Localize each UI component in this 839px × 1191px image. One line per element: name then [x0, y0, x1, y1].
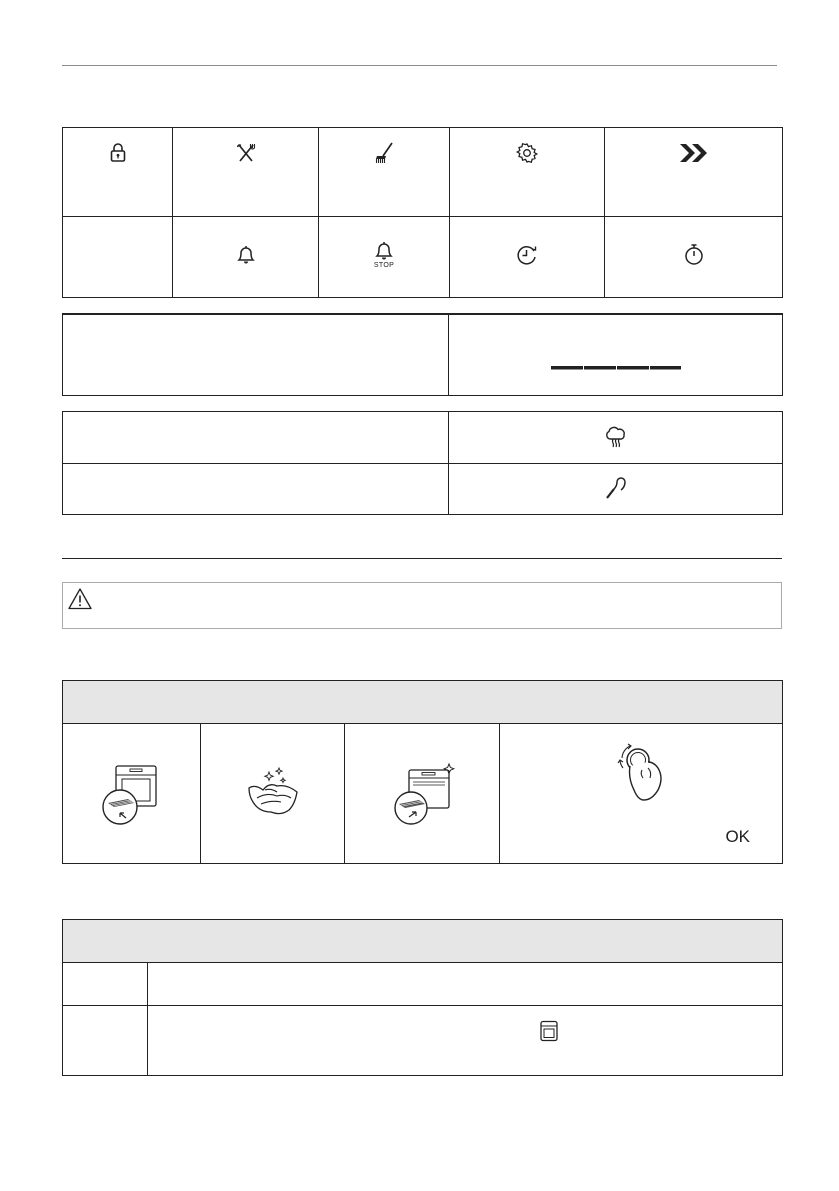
cell-fast — [605, 128, 783, 217]
warning-triangle-icon — [67, 587, 93, 611]
bell-icon — [236, 243, 256, 267]
probe-cell — [449, 464, 783, 515]
cleaning-steps-header — [63, 681, 783, 724]
steam-description-cell — [63, 412, 449, 464]
oven-remove-accessories-icon — [100, 762, 164, 826]
cell-bell — [173, 217, 319, 298]
cell-empty — [63, 217, 173, 298]
stop-label: STOP — [373, 262, 395, 269]
double-chevron-icon — [678, 143, 710, 163]
info-row2-col1 — [63, 1006, 148, 1076]
info-row1-col1 — [63, 963, 148, 1006]
cleaning-steps-table — [62, 680, 783, 864]
step-insert-accessories — [345, 724, 500, 864]
section-rule — [62, 558, 782, 559]
oven-light-icon — [539, 1020, 559, 1042]
step-turn-knob — [500, 724, 783, 864]
segment-bar-icon — [551, 365, 681, 371]
step-wipe — [201, 724, 345, 864]
info-row2-col2 — [148, 1006, 783, 1076]
cell-settings — [450, 128, 605, 217]
info-table — [62, 919, 783, 1076]
ok-label: OK — [725, 827, 750, 846]
display-description-cell — [63, 314, 449, 395]
info-row1-col2 — [148, 963, 783, 1006]
probe-description-cell — [63, 464, 449, 515]
cutlery-icon — [235, 142, 257, 164]
feature-table — [62, 411, 783, 515]
warning-box — [62, 582, 782, 629]
cell-start-time — [450, 217, 605, 298]
bell-stop-icon — [374, 239, 394, 261]
cell-bell-stop — [319, 217, 450, 298]
clock-start-icon — [515, 243, 539, 267]
info-table-header — [63, 920, 783, 963]
stopwatch-icon — [683, 242, 705, 266]
oven-insert-accessories-icon — [387, 762, 457, 826]
step-remove-accessories — [63, 724, 201, 864]
cell-lock — [63, 128, 173, 217]
cell-cleaning — [319, 128, 450, 217]
cell-cutlery — [173, 128, 319, 217]
cleaning-cloth-icon — [241, 762, 305, 826]
knob-turn-icon — [606, 738, 676, 814]
display-bar-cell — [449, 314, 783, 395]
top-rule — [62, 65, 777, 66]
indicator-table — [62, 127, 783, 298]
steam-icon — [605, 426, 627, 448]
steam-cell — [449, 412, 783, 464]
cell-timer — [605, 217, 783, 298]
gear-icon — [516, 142, 538, 164]
display-table — [62, 313, 783, 396]
lock-icon — [109, 142, 127, 164]
brush-icon — [372, 141, 396, 165]
meat-probe-icon — [604, 476, 628, 500]
